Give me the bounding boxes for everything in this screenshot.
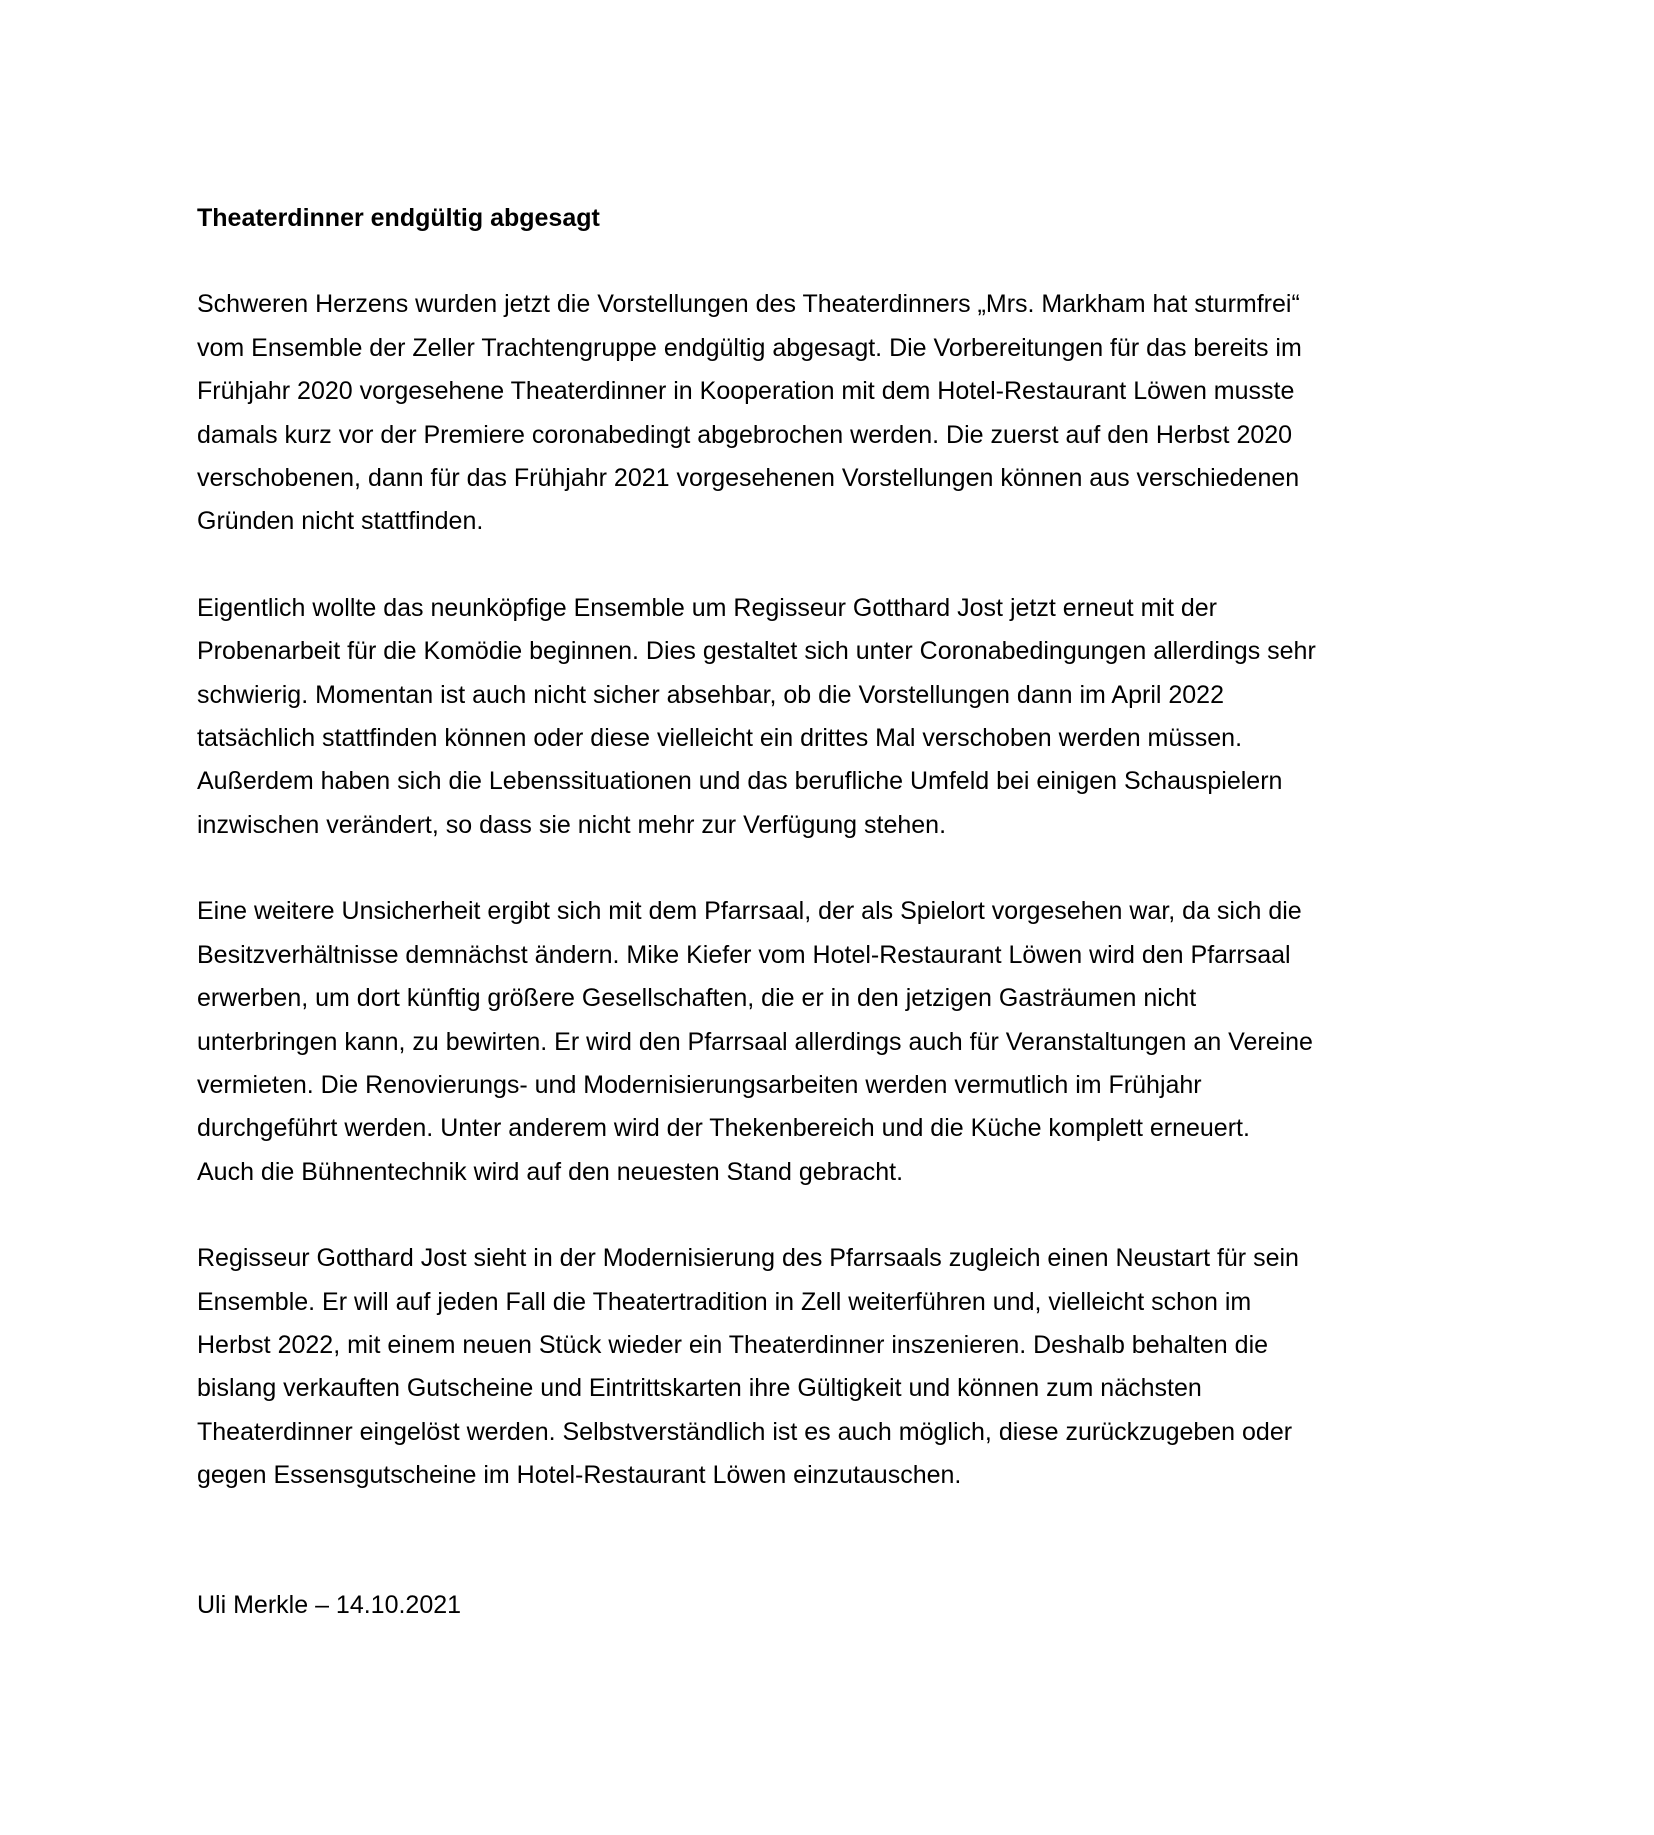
text-line: Außerdem haben sich die Lebenssituationen und das berufliche Umfeld bei einigen Schauspielern [197, 767, 1283, 796]
text-line: Eine weitere Unsicherheit ergibt sich mit dem Pfarrsaal, der als Spielort vorgesehen war, da sich die [197, 897, 1302, 926]
text-line: Ensemble. Er will auf jeden Fall die Theatertradition in Zell weiterführen und, vielleicht schon im [197, 1287, 1252, 1316]
text-line: Probenarbeit für die Komödie beginnen. Dies gestaltet sich unter Coronabedingungen allerdings sehr [197, 637, 1316, 666]
article-title: Theaterdinner endgültig abgesagt [197, 204, 600, 232]
text-line: Gründen nicht stattfinden. [197, 507, 484, 536]
text-line: Eigentlich wollte das neunköpfige Ensemble um Regisseur Gotthard Jost jetzt erneut mit der [197, 593, 1217, 622]
text-line: tatsächlich stattfinden können oder diese vielleicht ein drittes Mal verschoben werden müssen. [197, 724, 1243, 753]
text-line: bislang verkauften Gutscheine und Eintrittskarten ihre Gültigkeit und können zum nächsten [197, 1374, 1202, 1403]
text-line: unterbringen kann, zu bewirten. Er wird den Pfarrsaal allerdings auch für Veranstaltungen an Vereine [197, 1027, 1313, 1056]
text-line: Besitzverhältnisse demnächst ändern. Mike Kiefer vom Hotel-Restaurant Löwen wird den Pfarrsaal [197, 940, 1291, 969]
text-line: Schweren Herzens wurden jetzt die Vorstellungen des Theaterdinners „Mrs. Markham hat sturmfrei“ [197, 290, 1300, 319]
text-line: Regisseur Gotthard Jost sieht in der Modernisierung des Pfarrsaals zugleich einen Neustart für sein [197, 1244, 1299, 1273]
text-line: verschobenen, dann für das Frühjahr 2021 vorgesehenen Vorstellungen können aus verschiedenen [197, 464, 1300, 493]
text-line: schwierig. Momentan ist auch nicht sicher absehbar, ob die Vorstellungen dann im April 2022 [197, 680, 1224, 709]
paragraph-2 [197, 587, 1487, 847]
text-line: durchgeführt werden. Unter anderem wird der Thekenbereich und die Küche komplett erneuert. [197, 1114, 1250, 1143]
text-line: Auch die Bühnentechnik wird auf den neuesten Stand gebracht. [197, 1157, 904, 1186]
document-content [197, 197, 1487, 1627]
text-line: gegen Essensgutscheine im Hotel-Restaurant Löwen einzutauschen. [197, 1461, 962, 1490]
text-line: damals kurz vor der Premiere coronabedingt abgebrochen werden. Die zuerst auf den Herbst 2020 [197, 420, 1293, 449]
paragraph-1 [197, 283, 1487, 543]
text-line: Frühjahr 2020 vorgesehene Theaterdinner in Kooperation mit dem Hotel-Restaurant Löwen musste [197, 377, 1295, 406]
text-line: vom Ensemble der Zeller Trachtengruppe endgültig abgesagt. Die Vorbereitungen für das bereits im [197, 333, 1302, 362]
paragraph-4 [197, 1237, 1487, 1497]
paragraph-3 [197, 890, 1487, 1194]
text-line: Theaterdinner eingelöst werden. Selbstverständlich ist es auch möglich, diese zurückzugeben oder [197, 1417, 1293, 1446]
text-line: vermieten. Die Renovierungs- und Modernisierungsarbeiten werden vermutlich im Frühjahr [197, 1070, 1202, 1099]
author-date-signature: Uli Merkle – 14.10.2021 [197, 1590, 462, 1619]
text-line: erwerben, um dort künftig größere Gesellschaften, die er in den jetzigen Gasträumen nicht [197, 984, 1197, 1013]
text-line: inzwischen verändert, so dass sie nicht mehr zur Verfügung stehen. [197, 810, 947, 839]
text-line: Herbst 2022, mit einem neuen Stück wieder ein Theaterdinner inszenieren. Deshalb behalten die [197, 1330, 1269, 1359]
